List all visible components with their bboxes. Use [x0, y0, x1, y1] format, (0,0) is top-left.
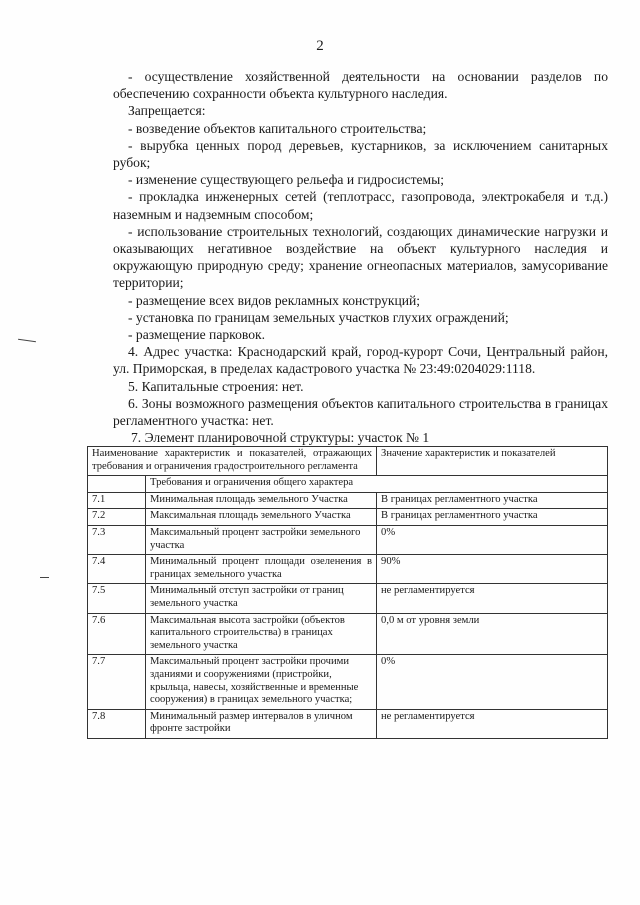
row-number: 7.4: [88, 555, 146, 584]
row-value: 90%: [377, 555, 608, 584]
paragraph: - использование строительных технологий, создающих динамические нагрузки и оказывающих негативное воздействие на объект культурного наследия и окружающую природную среду; хранение огнеопасных материалов, замусоривание территории;: [113, 223, 608, 291]
paragraph: - вырубка ценных пород деревьев, кустарников, за исключением санитарных рубок;: [113, 137, 608, 171]
table-row: [88, 655, 608, 709]
margin-scan-mark: [40, 577, 49, 578]
table-row: [88, 709, 608, 738]
row-name: Минимальная площадь земельного Участка: [146, 492, 377, 509]
paragraph: - размещение всех видов рекламных конструкций;: [128, 292, 421, 308]
table-row: [88, 555, 608, 584]
table-row: [88, 613, 608, 655]
row-name: Максимальный процент застройки земельного участка: [146, 525, 377, 554]
row-name: Максимальная высота застройки (объектов капитального строительства) в границах земельного участка: [146, 613, 377, 655]
paragraph: - осуществление хозяйственной деятельности на основании разделов по обеспечению сохранности объекта культурного наследия.: [113, 69, 608, 102]
section-title: Требования и ограничения общего характера: [146, 476, 608, 493]
row-name: Минимальный процент площади озеленения в границах земельного участка: [146, 555, 377, 584]
table-title: 7. Элемент планировочной структуры: участок № 1: [131, 430, 430, 445]
table-header-row: [88, 447, 608, 476]
row-number: 7.1: [88, 492, 146, 509]
header-value: Значение характеристик и показателей: [377, 447, 608, 476]
row-value: 0%: [377, 525, 608, 554]
paragraph: Запрещается:: [128, 103, 206, 119]
header-characteristic: Наименование характеристик и показателей, отражающих требования и ограничения градостроительного регламента: [88, 447, 377, 476]
parameters-table: [87, 446, 608, 739]
row-number: 7.2: [88, 509, 146, 526]
row-value: В границах регламентного участка: [377, 509, 608, 526]
row-value: 0%: [377, 655, 608, 709]
paragraph: 5. Капитальные строения: нет.: [128, 378, 304, 394]
margin-scan-mark: [18, 339, 36, 342]
table-section-row: [88, 476, 608, 493]
paragraph: - размещение парковок.: [128, 327, 265, 343]
table-row: [88, 584, 608, 613]
row-name: Максимальный процент застройки прочими зданиями и сооружениями (пристройки, крыльца, навесы, хозяйственные и временные сооружения) в границах земельного участка;: [146, 655, 377, 709]
row-value: не регламентируется: [377, 709, 608, 738]
row-number: 7.6: [88, 613, 146, 655]
document-body: [113, 68, 608, 429]
paragraph: - возведение объектов капитального строительства;: [128, 120, 427, 136]
row-number: 7.5: [88, 584, 146, 613]
paragraph: 4. Адрес участка: Краснодарский край, город-курорт Сочи, Центральный район, ул. Приморская, в пределах кадастрового участка № 23:49:0204029:1118.: [113, 344, 608, 377]
row-number: 7.8: [88, 709, 146, 738]
table-row: [88, 525, 608, 554]
paragraph: - установка по границам земельных участков глухих ограждений;: [128, 309, 509, 325]
row-number: 7.3: [88, 525, 146, 554]
row-name: Максимальная площадь земельного Участка: [146, 509, 377, 526]
row-value: 0,0 м от уровня земли: [377, 613, 608, 655]
row-value: не регламентируется: [377, 584, 608, 613]
paragraph: - изменение существующего рельефа и гидросистемы;: [128, 172, 445, 188]
paragraph: - прокладка инженерных сетей (теплотрасс, газопровода, электрокабеля и т.д.) наземным и надземным способом;: [113, 189, 608, 222]
paragraph: 6. Зоны возможного размещения объектов капитального строительства в границах регламентного участка: нет.: [113, 395, 608, 429]
page-number: 2: [316, 38, 324, 54]
table-row: [88, 509, 608, 526]
row-number: 7.7: [88, 655, 146, 709]
table-row: [88, 492, 608, 509]
row-name: Минимальный размер интервалов в уличном фронте застройки: [146, 709, 377, 738]
row-value: В границах регламентного участка: [377, 492, 608, 509]
row-name: Минимальный отступ застройки от границ земельного участка: [146, 584, 377, 613]
section-empty-cell: [88, 476, 146, 493]
